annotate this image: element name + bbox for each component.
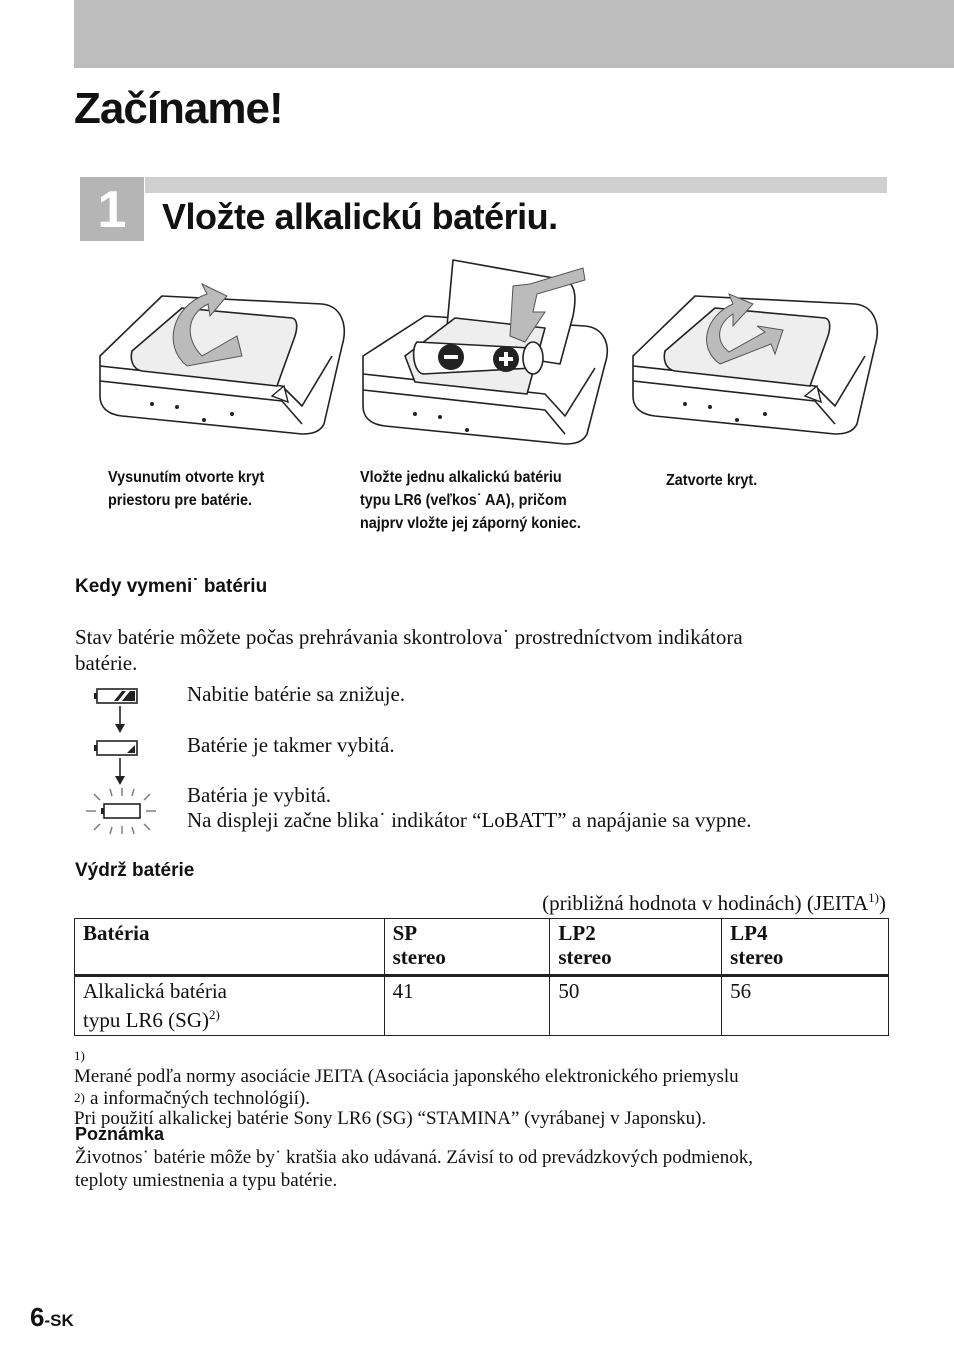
battery-state-empty: Batéria je vybitá. Na displeji začne blika˙ indikátor “LoBATT” a napájanie sa vypne. [187,783,752,832]
header-lp2: LP2 stereo [550,919,722,976]
replace-heading: Kedy vymeni˙ batériu [75,576,268,597]
page-number: 6-SK [30,1302,74,1332]
caption-close-cover: Zatvorte kryt. [666,472,758,489]
cell-battery-type: Alkalická batéria typu LR6 (SG)$^{2)}$ [75,976,385,1036]
open-cover-illustration [92,256,352,456]
footnote-1: 1) Merané podľa normy asociácie JEITA (Asociácia japonského elektronického priemyslu a informačných technológií). [74,1048,739,1109]
note-body: Životnos˙ batérie môže by˙ kratšia ako udávaná. Závisí to od prevádzkových podmienok, teploty umiestnenia a typu batérie. [75,1147,753,1191]
caption-insert-battery: Vložte jednu alkalickú batériu typu LR6 (veľkos˙ AA), pričom najprv vložte jej záporný koniec. [360,469,581,532]
unit-note: (približná hodnota v hodinách) (JEITA$^{1)}$) [542,890,886,915]
footnote-2: 2) Pri použití alkalickej batérie Sony LR6 (SG) “STAMINA” (vyrábanej v Japonsku). [74,1090,707,1129]
note-heading: Poznámka [75,1124,165,1144]
battery-state-low: Nabitie batérie sa znižuje. [187,682,406,706]
life-heading: Výdrž batérie [75,860,195,881]
arrow-down-icon [110,758,130,786]
battery-empty-blinking-icon [82,786,158,838]
insert-battery-illustration [355,256,615,456]
header-sp: SP stereo [384,919,550,976]
step-title: Vložte alkalickú batériu. [162,196,558,237]
battery-state-almost-empty: Batérie je takmer vybitá. [187,733,395,757]
page-title: Začíname! [74,84,283,133]
header-lp4: LP4 stereo [722,919,889,976]
table-header-row [75,919,889,976]
cell-sp: 41 [384,976,550,1036]
header-band [74,0,954,68]
battery-life-table [74,918,889,1036]
cell-lp4: 56 [722,976,889,1036]
arrow-down-icon [110,706,130,734]
table-row [75,976,889,1036]
replace-intro: Stav batérie môžete počas prehrávania skontrolova˙ prostredníctvom indikátora batérie. [75,625,743,675]
header-battery: Batéria [75,919,385,976]
step-rule [145,177,887,193]
step-number-badge: 1 [80,177,144,241]
caption-open-cover: Vysunutím otvorte kryt priestoru pre batérie. [108,469,265,509]
close-cover-illustration [625,256,885,456]
cell-lp2: 50 [550,976,722,1036]
